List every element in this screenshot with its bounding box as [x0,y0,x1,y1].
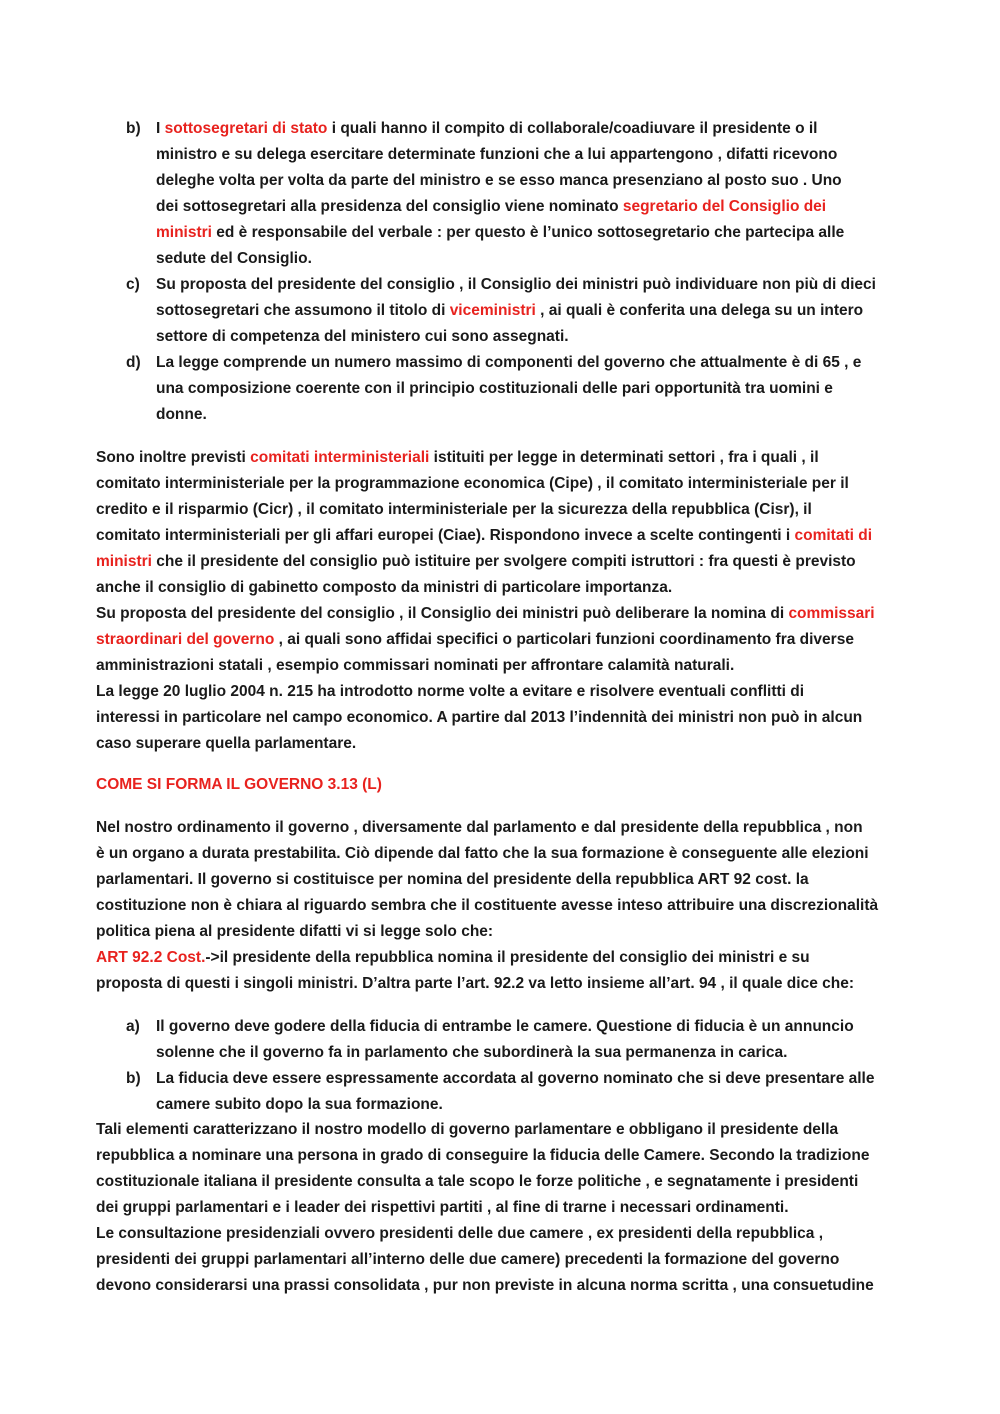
text-run: Su proposta del presidente del consiglio , il Consiglio dei ministri può deliberare la nomina di [96,605,789,622]
paragraph-line [96,1195,789,1221]
paragraph-line [96,1221,823,1247]
list-marker: a) [126,1018,140,1035]
text-run: proposta di questi i singoli ministri. D’altra parte l’art. 92.2 va letto insieme all’art. 94 , il quale dice che: [96,975,855,992]
paragraph-line [96,815,863,841]
paragraph-line [96,971,854,997]
list-item-line [156,272,876,298]
text-run: istituiti per legge in determinati settori , fra i quali , il [429,449,819,466]
paragraph-line [96,601,875,627]
list-marker: c) [126,276,140,293]
text-run: presidenti dei gruppi parlamentari all’interno delle due camere) precedenti la formazione del governo [96,1251,840,1268]
text-run: Sono inoltre previsti [96,449,251,466]
text-run: , ai quali sono affidai specifici o particolari funzioni coordinamento fra diverse [274,631,854,648]
list-item-line [156,1040,787,1066]
list-item-line [156,402,207,428]
text-run: anche il consiglio di gabinetto composto da ministri di particolare importanza. [96,579,673,596]
list-item-line [156,298,863,324]
text-run: i quali hanno il compito di collaborale/coadiuvare il presidente o il [327,120,818,137]
list-item-line [156,1092,443,1118]
list-marker: d) [126,354,141,371]
list-item-line [156,220,844,246]
highlighted-term: ART 92.2 Cost. [96,949,206,966]
list-marker: b) [126,1070,141,1087]
text-run: costituzionale italiana il presidente consulta a tale scopo le forze politiche , e segnatamente i presidenti [96,1173,859,1190]
paragraph-line [96,575,672,601]
text-run: devono considerarsi una prassi consolidata , pur non previste in alcuna norma scritta , una consuetudine [96,1277,874,1294]
text-run: Su proposta del presidente del consiglio , il Consiglio dei ministri può individuare non più di dieci [156,276,876,293]
paragraph-line [96,445,819,471]
list-item-line [156,376,833,402]
paragraph-line [96,945,810,971]
paragraph-line [96,919,493,945]
highlighted-term: commissari [788,605,875,622]
paragraph-line [96,1247,839,1273]
paragraph-line [96,731,356,757]
text-run: repubblica a nominare una persona in grado di conseguire la fiducia delle Camere. Secondo la tradizione [96,1147,870,1164]
highlighted-term: segretario del Consiglio dei [622,198,827,215]
text-run: Il governo deve godere della fiducia di entrambe le camere. Questione di fiducia è un annuncio [156,1018,854,1035]
text-run: solenne che il governo fa in parlamento che subordinerà la sua permanenza in carica. [156,1044,788,1061]
text-run: I [156,120,165,137]
list-item-line [156,350,861,376]
highlighted-term: comitati di [794,527,873,544]
highlighted-term: ministri [156,224,212,241]
paragraph-line [96,867,809,893]
list-marker: b) [126,120,141,137]
text-run: comitato interministeriale per la programmazione economica (Cipe) , il comitato interministeriale per il [96,475,849,492]
highlighted-term: comitati interministeriali [250,449,430,466]
list-item-line [156,142,837,168]
text-run: La legge comprende un numero massimo di componenti del governo che attualmente è di 65 , e [156,354,862,371]
text-run: donne. [156,406,207,423]
paragraph-line [96,627,854,653]
text-run: La legge 20 luglio 2004 n. 215 ha introdotto norme volte a evitare e risolvere eventuali conflitti di [96,683,805,700]
list-item-line [156,1014,854,1040]
text-run: costituzione non è chiara al riguardo sembra che il costituente avesse inteso attribuire una discrezionalità [96,897,879,914]
text-run: La fiducia deve essere espressamente accordata al governo nominato che si deve presentare alle [156,1070,875,1087]
text-run: , ai quali è conferita una delega su un intero [535,302,864,319]
highlighted-term: viceministri [449,302,536,319]
highlighted-term: straordinari del governo [96,631,275,648]
text-run: ->il presidente della repubblica nomina il presidente del consiglio dei ministri e su [205,949,810,966]
text-run: Tali elementi caratterizzano il nostro modello di governo parlamentare e obbligano il presidente della [96,1121,839,1138]
paragraph-line [96,1169,858,1195]
list-item-line [156,324,569,350]
paragraph-line [96,549,856,575]
text-run: deleghe volta per volta da parte del ministro e se esso manca presenziano al posto suo . Uno [156,172,842,189]
text-run: camere subito dopo la sua formazione. [156,1096,443,1113]
text-run: che il presidente del consiglio può istituire per svolgere compiti istruttori : fra questi è previsto [151,553,856,570]
text-run: amministrazioni statali , esempio commissari nominati per affrontare calamità naturali. [96,657,735,674]
text-run: sedute del Consiglio. [156,250,312,267]
paragraph-line [96,893,878,919]
list-item-line [156,168,842,194]
text-run: dei gruppi parlamentari e i leader dei rispettivi partiti , al fine di trarne i necessari ordinamenti. [96,1199,789,1216]
paragraph-line [96,841,869,867]
list-item-line [156,194,826,220]
list-item-line [156,1066,875,1092]
text-run: interessi in particolare nel campo economico. A partire dal 2013 l’indennità dei ministri non può in alcun [96,709,863,726]
text-run: settore di competenza del ministero cui sono assegnati. [156,328,569,345]
paragraph-line [96,523,872,549]
text-run: credito e il risparmio (Cicr) , il comitato interministeriale per la sicurezza della repubblica (Cisr), il [96,501,812,518]
text-run: Le consultazione presidenziali ovvero presidenti delle due camere , ex presidenti della repubblica , [96,1225,824,1242]
paragraph-line [96,679,804,705]
highlighted-term: ministri [96,553,152,570]
text-run: Nel nostro ordinamento il governo , diversamente dal parlamento e dal presidente della repubblica , non [96,819,863,836]
section-heading: COME SI FORMA IL GOVERNO 3.13 (L) [96,776,382,793]
paragraph-line [96,1273,874,1299]
paragraph-line [96,471,849,497]
text-run: caso superare quella parlamentare. [96,735,357,752]
text-run: ed è responsabile del verbale : per questo è l’unico sottosegretario che partecipa alle [211,224,845,241]
list-item-line [156,246,312,272]
highlighted-term: sottosegretari di stato [164,120,328,137]
text-run: parlamentari. Il governo si costituisce per nomina del presidente della repubblica ART 92 cost. la [96,871,809,888]
text-run: politica piena al presidente difatti vi si legge solo che: [96,923,494,940]
text-run: ministro e su delega esercitare determinate funzioni che a lui appartengono , difatti ricevono [156,146,838,163]
paragraph-line [96,705,862,731]
text-run: comitato interministeriali per gli affari europei (Ciae). Rispondono invece a scelte contingenti i [96,527,795,544]
paragraph-line [96,1143,869,1169]
text-run: una composizione coerente con il principio costituzionali delle pari opportunità tra uomini e [156,380,833,397]
paragraph-line [96,1117,838,1143]
paragraph-line [96,497,812,523]
list-item-line [156,116,817,142]
text-run: dei sottosegretari alla presidenza del consiglio viene nominato [156,198,623,215]
text-run: è un organo a durata prestabilita. Ciò dipende dal fatto che la sua formazione è conseguente alle elezioni [96,845,869,862]
paragraph-line [96,653,734,679]
text-run: sottosegretari che assumono il titolo di [156,302,450,319]
